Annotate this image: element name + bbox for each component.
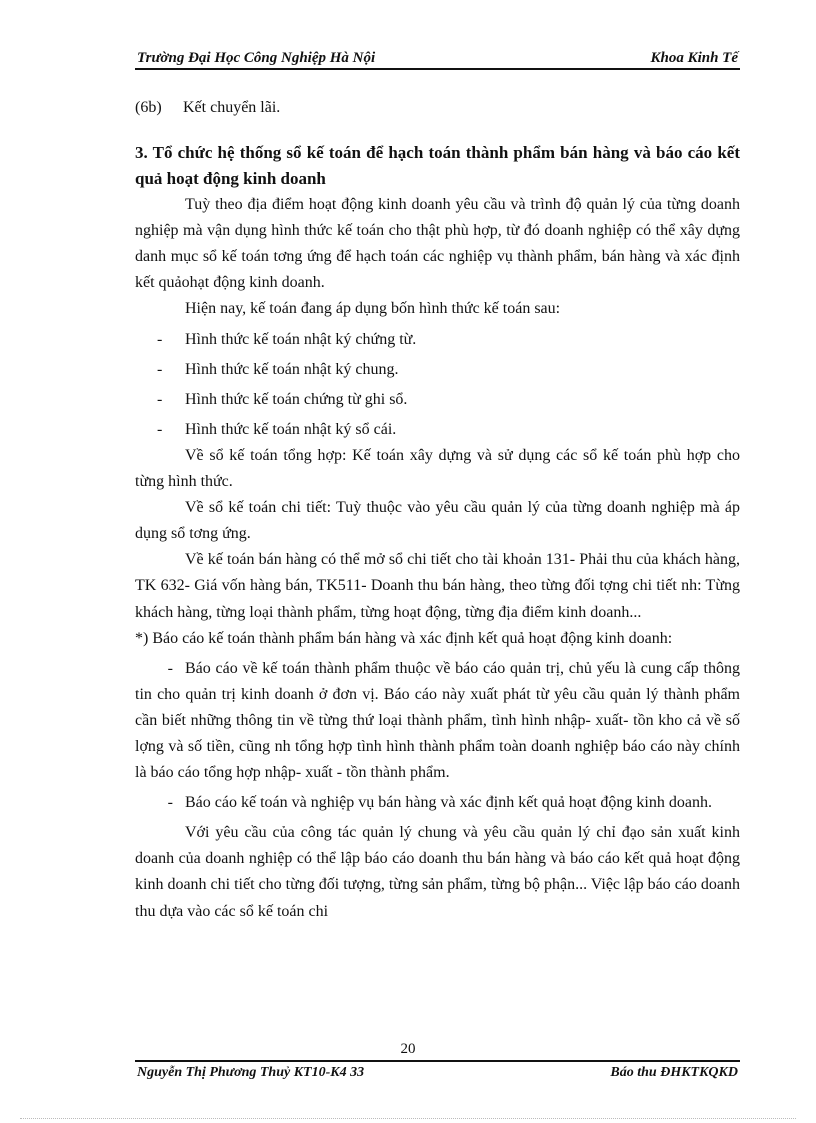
dash-marker: - bbox=[157, 330, 163, 348]
dash-marker: - bbox=[157, 390, 163, 408]
list-item bbox=[135, 327, 740, 353]
paragraph-forms-lead: Hiện nay, kế toán đang áp dụng bốn hình thức kế toán sau: bbox=[185, 300, 561, 318]
dash-marker: - bbox=[167, 794, 173, 812]
entry-code: (6b) bbox=[135, 99, 162, 116]
dash-marker: - bbox=[157, 360, 163, 378]
section-heading: 3. Tổ chức hệ thống sổ kế toán để hạch toán thành phẩm bán hàng và báo cáo kết quả hoạt động kinh doanh bbox=[135, 143, 740, 189]
list-item-text: Hình thức kế toán chứng từ ghi sổ. bbox=[185, 390, 408, 408]
page-number: 20 bbox=[400, 1041, 416, 1057]
paragraph-revenue-report: Với yêu cầu của công tác quản lý chung và yêu cầu quản lý chỉ đạo sản xuất kinh doanh của doanh nghiệp có thể lập báo cáo doanh thu bán hàng và báo cáo kết quả hoạt động kinh doanh chi tiết cho từng đối tượng, từng sản phẩm, từng bộ phận... Việc lập báo cáo doanh thu dựa vào các sổ kế toán chi bbox=[135, 824, 740, 920]
header-school: Trường Đại Học Công Nghiệp Hà Nội bbox=[137, 50, 376, 66]
page-edge-divider bbox=[20, 1118, 796, 1119]
list-item bbox=[135, 357, 740, 383]
entry-6b bbox=[135, 95, 740, 121]
paragraph-general-ledger: Về sổ kế toán tổng hợp: Kế toán xây dựng và sử dụng các sổ kế toán phù hợp cho từng hình thức. bbox=[135, 446, 740, 491]
page-footer bbox=[135, 1060, 740, 1082]
list-item-text: Hình thức kế toán nhật ký sổ cái. bbox=[185, 420, 397, 438]
paragraph-intro: Tuỳ theo địa điểm hoạt động kinh doanh yêu cầu và trình độ quản lý của từng doanh nghiệp mà vận dụng hình thức kế toán cho thật phù hợp, từ đó doanh nghiệp có thể xây dựng danh mục sổ kế toán tơng ứng để hạch toán các nghiệp vụ thành phẩm, bán hàng và xác định kết quảohạt động kinh doanh. bbox=[135, 196, 740, 292]
list-item bbox=[135, 417, 740, 443]
entry-text: Kết chuyển lãi. bbox=[183, 99, 281, 116]
paragraph-detail-ledger: Về sổ kế toán chi tiết: Tuỳ thuộc vào yêu cầu quản lý của từng doanh nghiệp mà áp dụng sổ tơng ứng. bbox=[135, 499, 740, 543]
header-faculty: Khoa Kinh Tế bbox=[650, 50, 738, 66]
page-header bbox=[135, 48, 740, 70]
footer-author: Nguyễn Thị Phương Thuỷ KT10-K4 33 bbox=[137, 1065, 365, 1080]
paragraph-sales-report bbox=[135, 790, 740, 816]
page-body bbox=[135, 95, 740, 925]
paragraph-product-report bbox=[135, 656, 740, 786]
paragraph-text: Báo cáo về kế toán thành phẩm thuộc về báo cáo quản trị, chủ yếu là cung cấp thông tin cho quản trị kinh doanh ở đơn vị. Báo cáo này xuất phát từ yêu cầu quản lý thành phẩm cần biết những thông tin về từng thứ loại thành phẩm, tình hình nhập- xuất- tồn kho cả về số lợng và số tiền, cũng nh tổng hợp tình hình thành phẩm toàn doanh nghiệp báo cáo này chính là báo cáo tổng hợp nhập- xuất - tồn thành phẩm. bbox=[135, 659, 740, 782]
list-item-text: Hình thức kế toán nhật ký chứng từ. bbox=[185, 330, 417, 348]
list-item-text: Hình thức kế toán nhật ký chung. bbox=[185, 360, 399, 378]
dash-marker: - bbox=[157, 420, 163, 438]
footer-title: Báo thu ĐHKTKQKD bbox=[610, 1065, 738, 1080]
forms-list bbox=[135, 327, 740, 443]
paragraph-text: Báo cáo kế toán và nghiệp vụ bán hàng và xác định kết quả hoạt động kinh doanh. bbox=[185, 794, 712, 812]
paragraph-sales-accounts: Về kế toán bán hàng có thể mở sổ chi tiết cho tài khoản 131- Phải thu của khách hàng, TK 632- Giá vốn hàng bán, TK511- Doanh thu bán hàng, theo từng đối tợng chi tiết nh: Từng khách hàng, từng loại thành phẩm, từng hoạt động, từng địa điểm kinh doanh... bbox=[135, 551, 740, 621]
dash-marker: - bbox=[167, 659, 173, 677]
list-item bbox=[135, 387, 740, 413]
paragraph-report-heading: *) Báo cáo kế toán thành phẩm bán hàng và xác định kết quả hoạt động kinh doanh: bbox=[135, 629, 673, 647]
